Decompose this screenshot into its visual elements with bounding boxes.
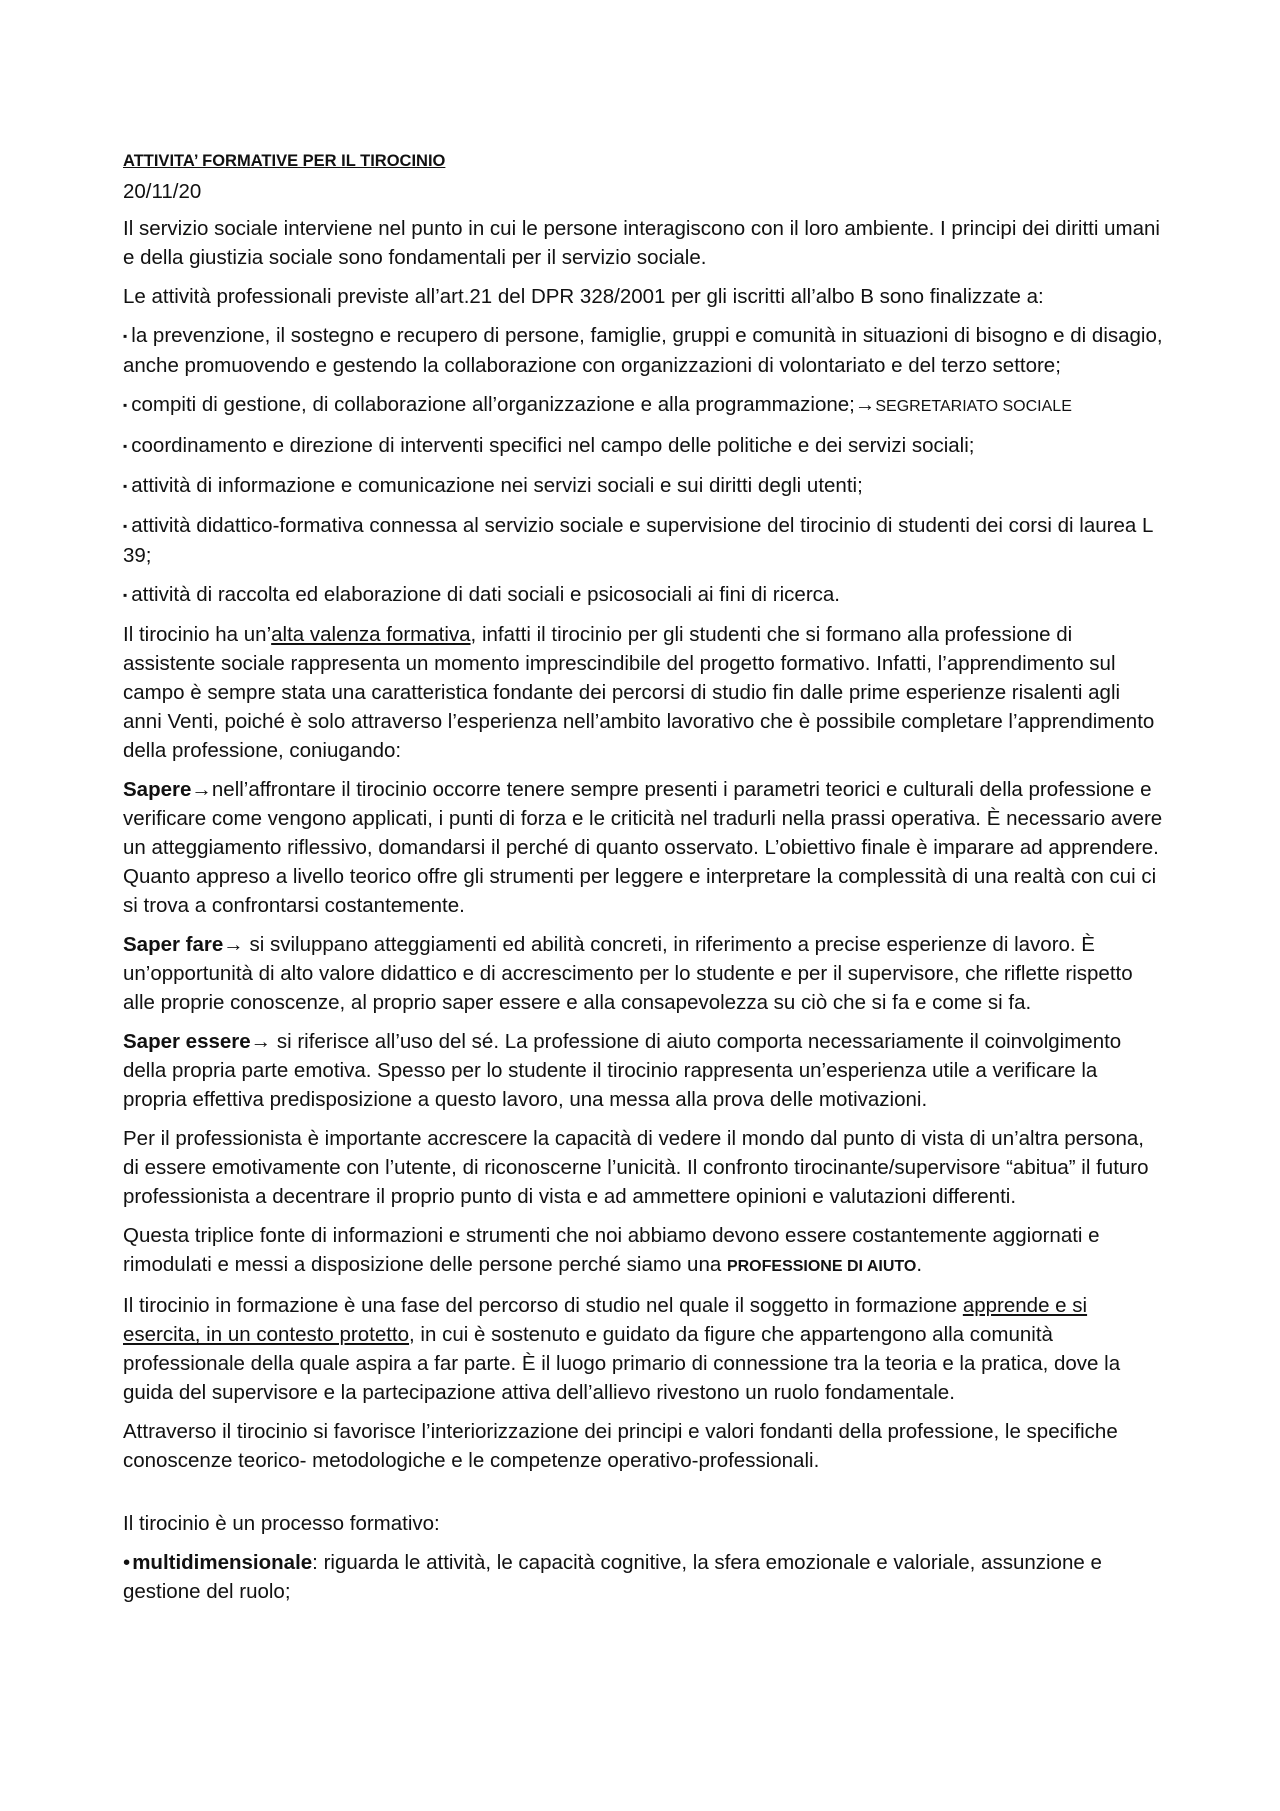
formazione-paragraph [123, 1291, 1163, 1407]
bullet-item [123, 390, 1163, 421]
text-run: Il tirocinio ha un’ [123, 623, 272, 647]
bullet-mark: ▪ [123, 329, 128, 344]
bullet-text: attività di raccolta ed elaborazione di dati sociali e psicosociali ai fini di ricerca. [131, 583, 841, 607]
document-title: ATTIVITA’ FORMATIVE PER IL TIROCINIO [123, 152, 446, 170]
sapere-text: nell’affrontare il tirocinio occorre tenere sempre presenti i parametri teorici e culturali della professione e verificare come vengono applicati, i punti di forza e le criticità nel tradurli nella prassi operativa. È necessario avere un atteggiamento riflessivo, domandarsi il perché di quanto osservato. L’obiettivo finale è imparare ad apprendere. Quanto appreso a livello teorico offre gli strumenti per leggere e interpretare la complessità di una realtà con cui ci si trova a confrontarsi costantemente. [123, 778, 1163, 918]
multidimensionale-text: : riguarda le attività, le capacità cognitive, la sfera emozionale e valoriale, assunzione e gestione del ruolo; [123, 1551, 1102, 1604]
bullet-text: compiti di gestione, di collaborazione all’organizzazione e alla programmazione; [131, 393, 855, 417]
saper-fare-paragraph [123, 930, 1163, 1017]
segretariato-label: SEGRETARIATO SOCIALE [875, 398, 1072, 416]
text-run: Questa triplice fonte di informazioni e strumenti che noi abbiamo devono essere costantemente aggiornati e rimodulati e messi a disposizione delle persone perché siamo una [123, 1224, 1100, 1277]
arrow-icon: → [250, 1030, 272, 1054]
intro-paragraph: Il servizio sociale interviene nel punto in cui le persone interagiscono con il loro ambiente. I principi dei diritti umani e della giustizia sociale sono fondamentali per il servizio sociale. [123, 217, 1160, 269]
bullet-item [123, 511, 1163, 570]
professionista-paragraph: Per il professionista è importante accrescere la capacità di vedere il mondo dal punto di vista di un’altra persona, di essere emotivamente con l’utente, di riconoscerne l’unicità. Il confronto tirocinante/supervisore “abitua” il futuro professionista a decentrare il proprio punto di vista e ad ammettere opinioni e valutazioni differenti. [123, 1127, 1149, 1209]
blank-line [123, 1485, 1163, 1509]
text-run: , infatti il tirocinio per gli studenti che si formano alla professione di assistente sociale rappresenta un momento imprescindibile del progetto formativo. Infatti, l’apprendimento sul campo è sempre stata una caratteristica fondante dei percorsi di studio fin dalle prime esperienze risalenti agli anni Venti, poiché è solo attraverso l’esperienza nell’ambito lavorativo che è possibile completare l’apprendimento della professione, coniugando: [123, 623, 1155, 763]
text-run: . [916, 1253, 923, 1277]
saper-essere-text: si riferisce all’uso del sé. La professione di aiuto comporta necessariamente il coinvolgimento della propria parte emotiva. Spesso per lo studente il tirocinio rappresenta un’esperienza utile a verificare la propria effettiva predisposizione a questo lavoro, una messa alla prova delle motivazioni. [123, 1030, 1122, 1112]
processo-paragraph: Il tirocinio è un processo formativo: [123, 1512, 440, 1536]
bullet-mark: ▪ [123, 398, 128, 413]
text-run: Il tirocinio in formazione è una fase del percorso di studio nel quale il soggetto in formazione [123, 1294, 963, 1318]
bullet-text: coordinamento e direzione di interventi specifici nel campo delle politiche e dei servizi sociali; [131, 434, 975, 458]
saper-fare-term: Saper fare [123, 933, 224, 957]
professione-aiuto-label: PROFESSIONE DI AIUTO [726, 1258, 917, 1276]
sapere-paragraph [123, 775, 1163, 920]
attraverso-paragraph: Attraverso il tirocinio si favorisce l’interiorizzazione dei principi e valori fondanti della professione, le specifiche conoscenze teorico- metodologiche e le competenze operativo-professionali. [123, 1420, 1118, 1473]
bullet-item [123, 471, 1163, 501]
saper-fare-text: si sviluppano atteggiamenti ed abilità concreti, in riferimento a precise esperienze di lavoro. È un’opportunità di alto valore didattico e di accrescimento per lo studente e per il supervisore, che riflette rispetto alle proprie conoscenze, al proprio saper essere e alla consapevolezza su ciò che si fa e come si fa. [123, 933, 1133, 1015]
arrow-icon: → [223, 933, 244, 957]
document-page [123, 150, 1163, 1616]
bullet-text: la prevenzione, il sostegno e recupero di persone, famiglie, gruppi e comunità in situazioni di bisogno e di disagio, anche promuovendo e gestendo la collaborazione con organizzazioni di volontariato e del terzo settore; [123, 324, 1163, 378]
bullet-item [123, 431, 1163, 461]
bullet-item [123, 580, 1163, 610]
underlined-phrase: apprende e si esercita, in un contesto protetto [123, 1294, 1088, 1347]
bullet-mark: ▪ [123, 479, 128, 494]
multidimensionale-term: multidimensionale [132, 1551, 313, 1575]
bullet-text: attività didattico-formativa connessa al servizio sociale e supervisione del tirocinio di studenti dei corsi di laurea L 39; [123, 514, 1153, 568]
bullet-dot: • [123, 1551, 131, 1575]
text-run: , in cui è sostenuto e guidato da figure che appartengono alla comunità professionale della quale aspira a far parte. È il luogo primario di connessione tra la teoria e la pratica, dove la guida del supervisore e la partecipazione attiva dell’allievo rivestono un ruolo fondamentale. [123, 1323, 1121, 1405]
bullet-mark: ▪ [123, 588, 128, 603]
law-paragraph: Le attività professionali previste all’art.21 del DPR 328/2001 per gli iscritti all’albo B sono finalizzate a: [123, 285, 1044, 308]
document-date: 20/11/20 [123, 180, 202, 203]
saper-essere-paragraph [123, 1027, 1163, 1114]
bullet-item [123, 321, 1163, 380]
triplice-paragraph [123, 1221, 1163, 1281]
multidimensionale-item [123, 1548, 1163, 1606]
bullet-text: attività di informazione e comunicazione nei servizi sociali e sui diritti degli utenti; [131, 474, 863, 498]
bullet-mark: ▪ [123, 519, 128, 534]
arrow-icon: → [854, 393, 876, 417]
underlined-phrase: alta valenza formativa [271, 623, 471, 647]
tirocinio-paragraph [123, 620, 1163, 765]
sapere-term: Sapere [123, 778, 192, 802]
bullet-mark: ▪ [123, 439, 128, 454]
arrow-icon: → [191, 778, 212, 802]
saper-essere-term: Saper essere [123, 1030, 251, 1054]
